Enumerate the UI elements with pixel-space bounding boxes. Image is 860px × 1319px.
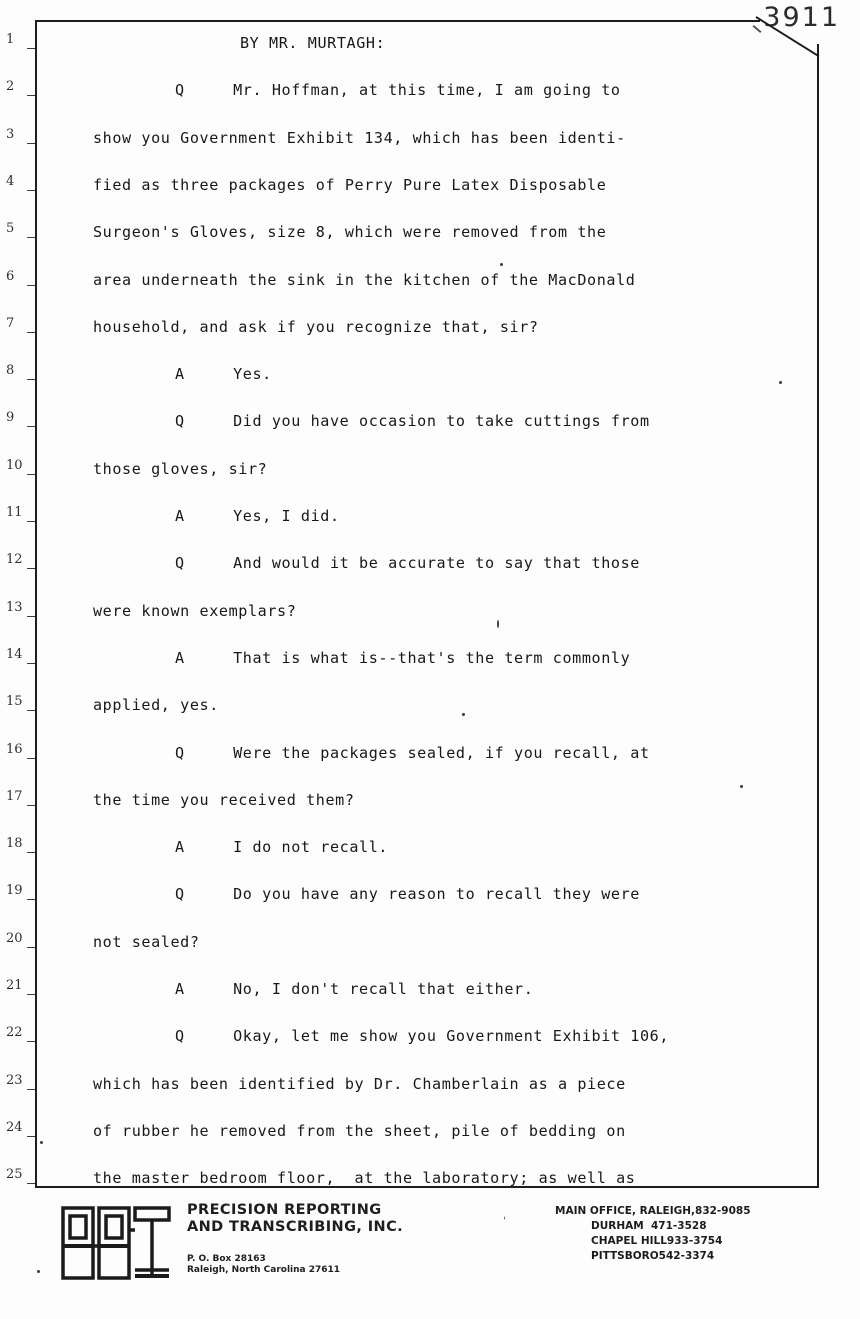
line-number-tick xyxy=(27,1136,35,1137)
line-number: 9 xyxy=(6,410,15,426)
transcript-line: Q Did you have occasion to take cuttings from xyxy=(175,412,650,431)
line-number-tick xyxy=(27,48,35,49)
transcript-line: A Yes. xyxy=(175,365,272,384)
line-number-tick xyxy=(27,1041,35,1042)
transcript-line: Q Were the packages sealed, if you recall, at xyxy=(175,743,650,762)
footer-office-entry xyxy=(555,1204,751,1219)
line-number: 12 xyxy=(6,552,23,568)
line-number: 24 xyxy=(6,1119,23,1135)
transcript-line: A I do not recall. xyxy=(175,838,389,857)
line-number-tick xyxy=(27,616,35,617)
transcript-line: area underneath the sink in the kitchen of the MacDonald xyxy=(93,270,636,289)
footer-office-phone: 933-3754 xyxy=(666,1235,723,1247)
scan-speck xyxy=(497,620,499,628)
frame-top-rule xyxy=(35,20,760,22)
footer-company-name xyxy=(187,1202,403,1236)
line-number: 23 xyxy=(6,1072,23,1088)
transcript-line: household, and ask if you recognize that, sir? xyxy=(93,317,539,336)
line-number-tick xyxy=(27,663,35,664)
line-number: 25 xyxy=(6,1167,23,1183)
line-number: 15 xyxy=(6,694,23,710)
footer-office-city: CHAPEL HILL xyxy=(591,1235,667,1247)
line-number-tick xyxy=(27,143,35,144)
line-number-tick xyxy=(27,1183,35,1184)
footer-office-entry xyxy=(555,1219,751,1234)
footer-address-line-2: Raleigh, North Carolina 27611 xyxy=(187,1265,341,1275)
footer-office-city: MAIN OFFICE, RALEIGH, xyxy=(555,1205,696,1217)
line-number-tick xyxy=(27,899,35,900)
scan-speck xyxy=(500,263,503,266)
line-number: 5 xyxy=(6,221,15,237)
line-number: 11 xyxy=(6,505,23,520)
transcript-line: Surgeon's Gloves, size 8, which were removed from the xyxy=(93,223,607,242)
footer-address xyxy=(187,1254,340,1276)
line-number-tick xyxy=(27,568,35,569)
transcript-line: show you Government Exhibit 134, which has been identi- xyxy=(93,128,626,147)
transcript-line: applied, yes. xyxy=(93,696,219,715)
line-number: 20 xyxy=(6,930,23,946)
frame-right-rule xyxy=(817,44,819,1188)
transcript-line: BY MR. MURTAGH: xyxy=(240,34,386,52)
transcript-line: were known exemplars? xyxy=(93,601,297,620)
line-number: 21 xyxy=(6,978,23,993)
transcript-line: of rubber he removed from the sheet, pile of bedding on xyxy=(93,1121,626,1140)
line-number-tick xyxy=(27,426,35,427)
transcript-line: the time you received them? xyxy=(93,790,355,809)
line-number: 17 xyxy=(6,788,23,804)
transcript-line: A No, I don't recall that either. xyxy=(175,980,534,998)
footer-office-phone-list xyxy=(555,1204,751,1264)
transcript-line: those gloves, sir? xyxy=(93,459,268,478)
line-number-tick xyxy=(27,947,35,948)
line-number: 1 xyxy=(6,32,15,47)
line-number-tick xyxy=(27,994,35,995)
line-number-tick xyxy=(27,237,35,238)
footer-office-city: DURHAM xyxy=(591,1220,644,1232)
footer-block xyxy=(35,1196,825,1306)
footer-office-phone: 542-3374 xyxy=(658,1250,715,1262)
line-number: 7 xyxy=(6,315,15,331)
line-number: 16 xyxy=(6,741,23,757)
transcript-line: A Yes, I did. xyxy=(175,507,340,525)
line-number: 8 xyxy=(6,363,15,379)
line-number: 6 xyxy=(6,268,15,284)
scan-speck xyxy=(462,713,465,716)
line-number-tick xyxy=(27,852,35,853)
line-number-tick xyxy=(27,190,35,191)
precision-reporting-logo xyxy=(57,1200,177,1286)
transcript-line: which has been identified by Dr. Chamberlain as a piece xyxy=(93,1074,626,1093)
line-number: 2 xyxy=(6,79,15,95)
footer-office-entry xyxy=(555,1234,751,1249)
line-number: 4 xyxy=(6,173,15,189)
line-number: 22 xyxy=(6,1025,23,1041)
line-number: 13 xyxy=(6,599,23,615)
scan-speck xyxy=(740,785,743,788)
page-number-tick-mark xyxy=(753,25,762,33)
footer-office-city: PITTSBORO xyxy=(591,1250,659,1262)
transcript-line: Q Mr. Hoffman, at this time, I am going to xyxy=(175,81,621,100)
transcript-line: not sealed? xyxy=(93,932,200,951)
footer-company-line-2: AND TRANSCRIBING, INC. xyxy=(187,1219,404,1235)
footer-stray-mark: ʹ xyxy=(503,1216,507,1229)
scan-speck xyxy=(40,1141,43,1144)
footer-office-phone: 471-3528 xyxy=(651,1220,707,1232)
footer-office-phone: 832-9085 xyxy=(695,1205,751,1217)
transcript-line: Q Okay, let me show you Government Exhibit 106, xyxy=(175,1027,670,1046)
line-number-tick xyxy=(27,474,35,475)
line-number: 18 xyxy=(6,836,23,852)
line-number-tick xyxy=(27,758,35,759)
line-number-tick xyxy=(27,1089,35,1090)
line-number-tick xyxy=(27,95,35,96)
footer-company-line-1: PRECISION REPORTING xyxy=(187,1202,382,1218)
footer-office-entry xyxy=(555,1249,751,1264)
transcript-line: Q And would it be accurate to say that those xyxy=(175,554,640,573)
transcript-line: A That is what is--that's the term commonly xyxy=(175,648,631,667)
line-number: 10 xyxy=(6,457,23,473)
line-number: 14 xyxy=(6,646,23,662)
transcript-line: Q Do you have any reason to recall they were xyxy=(175,885,640,904)
line-number-tick xyxy=(27,805,35,806)
page-number: 3911 xyxy=(763,2,840,33)
line-number-tick xyxy=(27,285,35,286)
line-number-tick xyxy=(27,710,35,711)
line-number-tick xyxy=(27,332,35,333)
line-number-tick xyxy=(27,521,35,522)
transcript-line: the master bedroom floor, at the laboratory; as well as xyxy=(93,1169,636,1188)
transcript-line: fied as three packages of Perry Pure Latex Disposable xyxy=(93,175,607,194)
line-number: 19 xyxy=(6,883,23,899)
line-number: 3 xyxy=(6,126,15,142)
scan-speck xyxy=(779,381,782,384)
footer-address-line-1: P. O. Box 28163 xyxy=(187,1254,266,1264)
frame-left-rule xyxy=(35,20,37,1188)
line-number-tick xyxy=(27,379,35,380)
